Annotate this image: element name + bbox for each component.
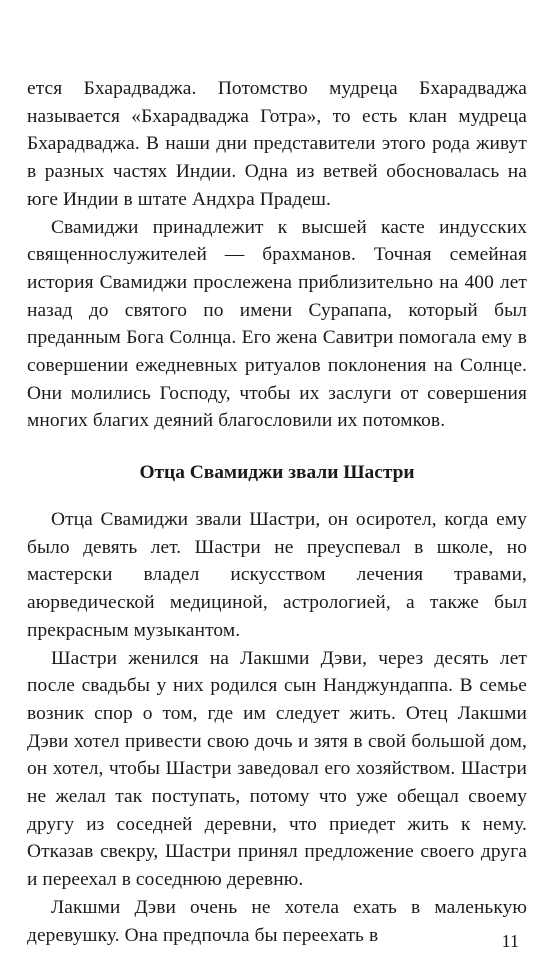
paragraph: Лакшми Дэви очень не хотела ехать в маленькую деревушку. Она предпочла бы переехать в (27, 896, 527, 946)
page-number: 11 (501, 931, 519, 951)
section-heading: Отца Свамиджи звали Шастри (139, 462, 415, 483)
text-block-top (27, 75, 527, 435)
paragraph: Отца Свамиджи звали Шастри, он осиротел, когда ему было девять лет. Шастри не преуспевал в школе, но мастерски владел искусством лечения травами, аюрведической медициной, астрологией, а также был прекрасным музыкантом. (27, 509, 527, 641)
text-block-bottom (27, 506, 527, 949)
paragraph: ется Бхарадваджа. Потомство мудреца Бхарадваджа называется «Бхарадваджа Готра», то есть клан мудреца Бхарадваджа. В наши дни представители этого рода живут в разных частях Индии. Одна из ветвей обосновалась на юге Индии в штате Андхра Прадеш. (27, 78, 527, 210)
paragraph: Свамиджи принадлежит к высшей касте индусских священнослужителей — брахманов. Точная семейная история Свамиджи прослежена приблизительно на 400 лет назад до святого по имени Сурапапа, который был преданным Бога Солнца. Его жена Савитри помогала ему в совершении ежедневных ритуалов поклонения на Солнце. Они молились Господу, чтобы их заслуги от совершения многих благих деяний благословили их потомков. (27, 216, 527, 432)
paragraph: Шастри женился на Лакшми Дэви, через десять лет после свадьбы у них родился сын Нанджундаппа. В семье возник спор о том, где им следует жить. Отец Лакшми Дэви хотел привести свою дочь и зятя в свой большой дом, он хотел, чтобы Шастри заведовал его хозяйством. Шастри не желал так поступать, потому что уже обещал своему другу из соседней деревни, что приедет жить к нему. Отказав свекру, Шастри принял предложение своего друга и переехал в соседнюю деревню. (27, 647, 527, 891)
